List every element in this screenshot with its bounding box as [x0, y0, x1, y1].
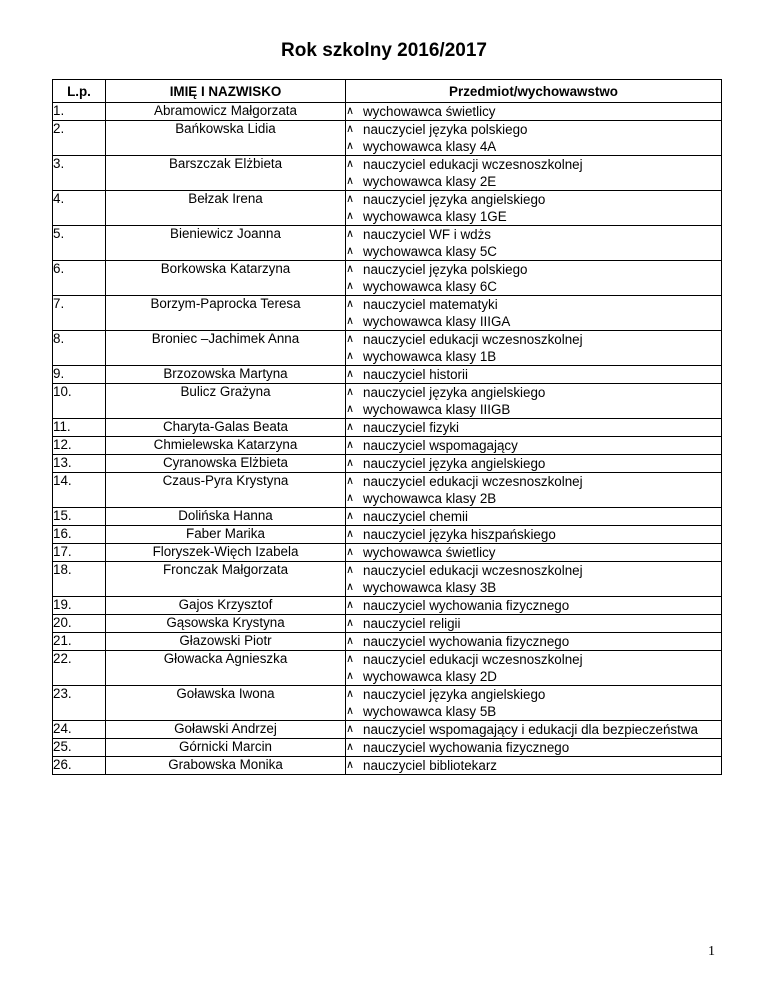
role-text: wychowawca klasy 6C: [363, 279, 497, 294]
role-text: nauczyciel języka hiszpańskiego: [363, 527, 556, 542]
teacher-name: Abramowicz Małgorzata: [106, 103, 346, 121]
role-text: wychowawca świetlicy: [363, 545, 496, 560]
role-text: nauczyciel wspomagający: [363, 438, 518, 453]
teacher-name: Gajos Krzysztof: [106, 597, 346, 615]
role-item: [346, 721, 721, 738]
caret-up-icon: ∧: [346, 298, 355, 310]
table-row: [53, 615, 722, 633]
caret-up-icon: ∧: [346, 123, 355, 135]
row-number: 5.: [53, 226, 106, 261]
role-item: [346, 366, 721, 383]
row-number: 6.: [53, 261, 106, 296]
caret-up-icon: ∧: [346, 564, 355, 576]
roles-cell: [346, 473, 722, 508]
teacher-name: Głazowski Piotr: [106, 633, 346, 651]
row-number: 24.: [53, 721, 106, 739]
roles-cell: [346, 366, 722, 384]
table-row: [53, 296, 722, 331]
role-item: [346, 544, 721, 561]
role-text: wychowawca klasy 1B: [363, 349, 497, 364]
teacher-name: Bulicz Grażyna: [106, 384, 346, 419]
roles-cell: [346, 331, 722, 366]
row-number: 14.: [53, 473, 106, 508]
row-number: 22.: [53, 651, 106, 686]
roles-cell: [346, 739, 722, 757]
role-item: [346, 296, 721, 313]
caret-up-icon: ∧: [346, 403, 355, 415]
table-row: [53, 739, 722, 757]
teacher-name: Broniec –Jachimek Anna: [106, 331, 346, 366]
role-text: nauczyciel bibliotekarz: [363, 758, 497, 773]
role-item: [346, 455, 721, 472]
role-text: wychowawca klasy IIIGA: [363, 314, 511, 329]
caret-up-icon: ∧: [346, 193, 355, 205]
role-item: [346, 173, 721, 190]
role-item: [346, 597, 721, 614]
roles-cell: [346, 526, 722, 544]
roles-cell: [346, 191, 722, 226]
role-item: [346, 138, 721, 155]
role-text: wychowawca klasy 2D: [363, 669, 497, 684]
role-text: nauczyciel edukacji wczesnoszkolnej: [363, 652, 583, 667]
role-text: nauczyciel języka angielskiego: [363, 385, 546, 400]
role-text: nauczyciel wychowania fizycznego: [363, 634, 570, 649]
caret-up-icon: ∧: [346, 581, 355, 593]
teacher-name: Brzozowska Martyna: [106, 366, 346, 384]
role-text: wychowawca klasy 5C: [363, 244, 497, 259]
staff-table: [52, 79, 722, 775]
caret-up-icon: ∧: [346, 635, 355, 647]
teacher-name: Floryszek-Więch Izabela: [106, 544, 346, 562]
roles-cell: [346, 597, 722, 615]
table-row: [53, 384, 722, 419]
roles-cell: [346, 651, 722, 686]
table-row: [53, 473, 722, 508]
teacher-name: Bieniewicz Joanna: [106, 226, 346, 261]
column-header-name: IMIĘ I NAZWISKO: [106, 80, 346, 103]
role-item: [346, 191, 721, 208]
caret-up-icon: ∧: [346, 492, 355, 504]
caret-up-icon: ∧: [346, 421, 355, 433]
role-item: [346, 103, 721, 120]
teacher-name: Górnicki Marcin: [106, 739, 346, 757]
role-item: [346, 384, 721, 401]
role-item: [346, 348, 721, 365]
page-number: 1: [708, 944, 715, 959]
column-header-subject: Przedmiot/wychowawstwo: [346, 80, 722, 103]
teacher-name: Grabowska Monika: [106, 757, 346, 775]
teacher-name: Dolińska Hanna: [106, 508, 346, 526]
role-text: nauczyciel religii: [363, 616, 461, 631]
caret-up-icon: ∧: [346, 210, 355, 222]
roles-cell: [346, 384, 722, 419]
teacher-name: Fronczak Małgorzata: [106, 562, 346, 597]
role-text: wychowawca klasy 3B: [363, 580, 497, 595]
role-text: wychowawca klasy IIIGB: [363, 402, 511, 417]
role-text: nauczyciel języka angielskiego: [363, 192, 546, 207]
teacher-name: Goławski Andrzej: [106, 721, 346, 739]
role-text: nauczyciel edukacji wczesnoszkolnej: [363, 332, 583, 347]
roles-cell: [346, 103, 722, 121]
column-header-lp: L.p.: [53, 80, 106, 103]
row-number: 3.: [53, 156, 106, 191]
caret-up-icon: ∧: [346, 510, 355, 522]
role-text: nauczyciel języka polskiego: [363, 122, 528, 137]
roles-cell: [346, 757, 722, 775]
caret-up-icon: ∧: [346, 228, 355, 240]
role-item: [346, 331, 721, 348]
caret-up-icon: ∧: [346, 546, 355, 558]
row-number: 7.: [53, 296, 106, 331]
role-text: nauczyciel wychowania fizycznego: [363, 740, 570, 755]
role-item: [346, 757, 721, 774]
row-number: 1.: [53, 103, 106, 121]
table-row: [53, 651, 722, 686]
caret-up-icon: ∧: [346, 333, 355, 345]
teacher-name: Barszczak Elżbieta: [106, 156, 346, 191]
table-row: [53, 633, 722, 651]
role-item: [346, 562, 721, 579]
caret-up-icon: ∧: [346, 653, 355, 665]
teacher-name: Bańkowska Lidia: [106, 121, 346, 156]
teacher-name: Chmielewska Katarzyna: [106, 437, 346, 455]
table-row: [53, 366, 722, 384]
caret-up-icon: ∧: [346, 670, 355, 682]
table-row: [53, 103, 722, 121]
row-number: 10.: [53, 384, 106, 419]
caret-up-icon: ∧: [346, 617, 355, 629]
role-item: [346, 208, 721, 225]
roles-cell: [346, 121, 722, 156]
roles-cell: [346, 455, 722, 473]
roles-cell: [346, 261, 722, 296]
role-text: nauczyciel edukacji wczesnoszkolnej: [363, 157, 583, 172]
role-text: nauczyciel chemii: [363, 509, 468, 524]
row-number: 25.: [53, 739, 106, 757]
caret-up-icon: ∧: [346, 723, 355, 735]
role-text: nauczyciel języka angielskiego: [363, 687, 546, 702]
caret-up-icon: ∧: [346, 475, 355, 487]
caret-up-icon: ∧: [346, 759, 355, 771]
roles-cell: [346, 633, 722, 651]
table-row: [53, 121, 722, 156]
caret-up-icon: ∧: [346, 705, 355, 717]
caret-up-icon: ∧: [346, 688, 355, 700]
teacher-name: Borzym-Paprocka Teresa: [106, 296, 346, 331]
roles-cell: [346, 419, 722, 437]
row-number: 11.: [53, 419, 106, 437]
role-text: nauczyciel edukacji wczesnoszkolnej: [363, 563, 583, 578]
role-item: [346, 526, 721, 543]
role-item: [346, 651, 721, 668]
table-row: [53, 191, 722, 226]
caret-up-icon: ∧: [346, 175, 355, 187]
roles-cell: [346, 296, 722, 331]
row-number: 21.: [53, 633, 106, 651]
caret-up-icon: ∧: [346, 105, 355, 117]
teacher-name: Głowacka Agnieszka: [106, 651, 346, 686]
table-row: [53, 419, 722, 437]
caret-up-icon: ∧: [346, 386, 355, 398]
table-row: [53, 721, 722, 739]
row-number: 8.: [53, 331, 106, 366]
table-row: [53, 437, 722, 455]
roles-cell: [346, 437, 722, 455]
role-text: nauczyciel fizyki: [363, 420, 459, 435]
caret-up-icon: ∧: [346, 280, 355, 292]
role-item: [346, 703, 721, 720]
row-number: 4.: [53, 191, 106, 226]
role-text: wychowawca klasy 5B: [363, 704, 497, 719]
row-number: 23.: [53, 686, 106, 721]
caret-up-icon: ∧: [346, 245, 355, 257]
role-text: nauczyciel historii: [363, 367, 468, 382]
roles-cell: [346, 544, 722, 562]
role-text: wychowawca świetlicy: [363, 104, 496, 119]
role-item: [346, 668, 721, 685]
teacher-name: Goławska Iwona: [106, 686, 346, 721]
table-row: [53, 156, 722, 191]
page-title: Rok szkolny 2016/2017: [281, 40, 487, 61]
caret-up-icon: ∧: [346, 457, 355, 469]
row-number: 13.: [53, 455, 106, 473]
role-item: [346, 508, 721, 525]
teacher-name: Charyta-Galas Beata: [106, 419, 346, 437]
row-number: 19.: [53, 597, 106, 615]
role-item: [346, 579, 721, 596]
roles-cell: [346, 686, 722, 721]
role-item: [346, 401, 721, 418]
caret-up-icon: ∧: [346, 368, 355, 380]
row-number: 15.: [53, 508, 106, 526]
role-item: [346, 278, 721, 295]
role-text: nauczyciel języka angielskiego: [363, 456, 546, 471]
table-row: [53, 757, 722, 775]
role-item: [346, 490, 721, 507]
table-row: [53, 597, 722, 615]
table-row: [53, 544, 722, 562]
role-item: [346, 121, 721, 138]
role-item: [346, 739, 721, 756]
roles-cell: [346, 226, 722, 261]
table-row: [53, 686, 722, 721]
roles-cell: [346, 615, 722, 633]
teacher-name: Cyranowska Elżbieta: [106, 455, 346, 473]
table-row: [53, 562, 722, 597]
table-row: [53, 226, 722, 261]
caret-up-icon: ∧: [346, 315, 355, 327]
row-number: 12.: [53, 437, 106, 455]
role-text: nauczyciel matematyki: [363, 297, 498, 312]
role-text: nauczyciel wspomagający i edukacji dla bezpieczeństwa: [363, 722, 698, 737]
caret-up-icon: ∧: [346, 741, 355, 753]
teacher-name: Czaus-Pyra Krystyna: [106, 473, 346, 508]
role-text: nauczyciel edukacji wczesnoszkolnej: [363, 474, 583, 489]
row-number: 17.: [53, 544, 106, 562]
table-row: [53, 331, 722, 366]
role-item: [346, 615, 721, 632]
role-text: nauczyciel WF i wdżs: [363, 227, 491, 242]
role-text: wychowawca klasy 2B: [363, 491, 497, 506]
role-text: nauczyciel języka polskiego: [363, 262, 528, 277]
role-item: [346, 633, 721, 650]
row-number: 2.: [53, 121, 106, 156]
caret-up-icon: ∧: [346, 140, 355, 152]
role-text: nauczyciel wychowania fizycznego: [363, 598, 570, 613]
role-item: [346, 437, 721, 454]
role-item: [346, 473, 721, 490]
role-item: [346, 243, 721, 260]
caret-up-icon: ∧: [346, 263, 355, 275]
role-text: wychowawca klasy 2E: [363, 174, 497, 189]
role-item: [346, 261, 721, 278]
table-row: [53, 526, 722, 544]
role-text: wychowawca klasy 4A: [363, 139, 497, 154]
roles-cell: [346, 508, 722, 526]
roles-cell: [346, 721, 722, 739]
roles-cell: [346, 156, 722, 191]
role-item: [346, 156, 721, 173]
row-number: 20.: [53, 615, 106, 633]
row-number: 16.: [53, 526, 106, 544]
role-text: wychowawca klasy 1GE: [363, 209, 507, 224]
table-row: [53, 261, 722, 296]
caret-up-icon: ∧: [346, 158, 355, 170]
role-item: [346, 226, 721, 243]
caret-up-icon: ∧: [346, 439, 355, 451]
role-item: [346, 686, 721, 703]
caret-up-icon: ∧: [346, 350, 355, 362]
role-item: [346, 313, 721, 330]
teacher-name: Faber Marika: [106, 526, 346, 544]
table-row: [53, 508, 722, 526]
caret-up-icon: ∧: [346, 599, 355, 611]
row-number: 9.: [53, 366, 106, 384]
teacher-name: Gąsowska Krystyna: [106, 615, 346, 633]
row-number: 26.: [53, 757, 106, 775]
teacher-name: Bełzak Irena: [106, 191, 346, 226]
roles-cell: [346, 562, 722, 597]
role-item: [346, 419, 721, 436]
table-header-row: [53, 80, 722, 103]
row-number: 18.: [53, 562, 106, 597]
caret-up-icon: ∧: [346, 528, 355, 540]
table-row: [53, 455, 722, 473]
teacher-name: Borkowska Katarzyna: [106, 261, 346, 296]
